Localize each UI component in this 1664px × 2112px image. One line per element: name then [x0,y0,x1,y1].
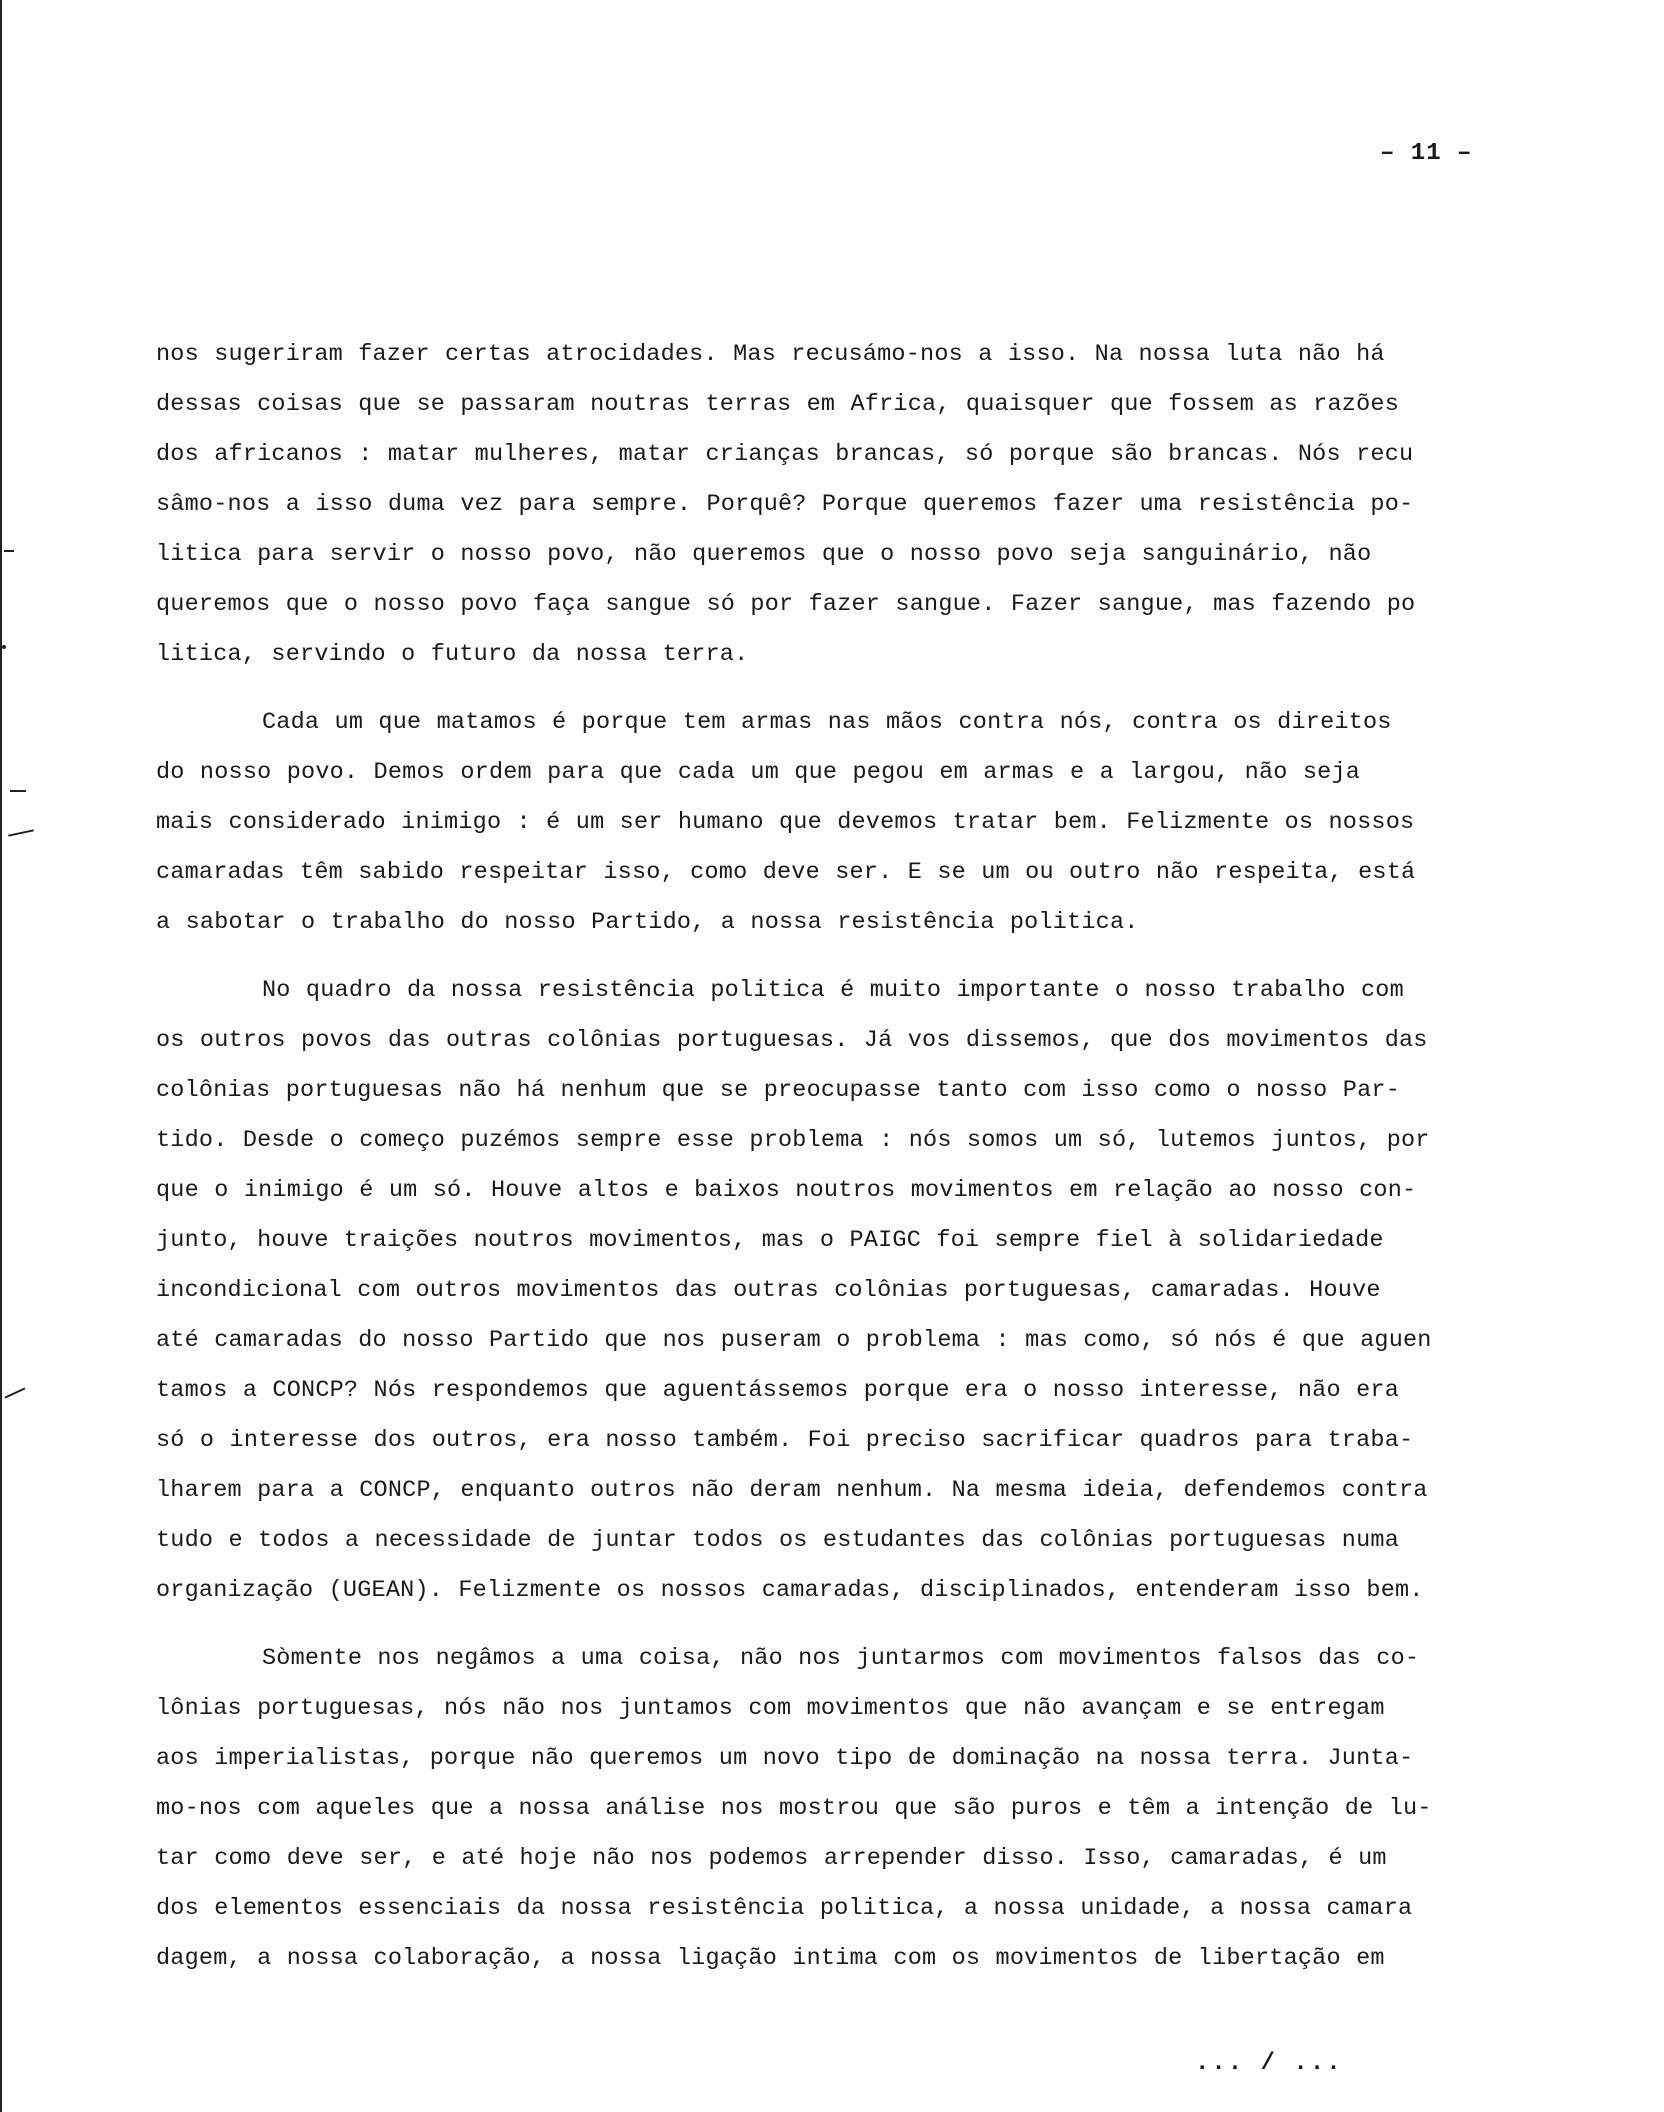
text-line: que o inimigo é um só. Houve altos e baixos noutros movimentos em relação ao nosso con- [156,1177,1417,1204]
text-line: lônias portuguesas, nós não nos juntamos com movimentos que não avançam e se entregam [156,1695,1385,1722]
margin-mark [5,1387,26,1398]
text-line: aos imperialistas, porque não queremos um novo tipo de dominação na nossa terra. Junta- [156,1745,1414,1772]
text-line: incondicional com outros movimentos das outras colônias portuguesas, camaradas. Houve [156,1277,1381,1304]
paragraph [156,698,1526,948]
margin-mark [10,790,26,792]
text-line: Cada um que matamos é porque tem armas nas mãos contra nós, contra os direitos [262,709,1392,736]
margin-mark [2,645,6,649]
text-line: tudo e todos a necessidade de juntar todos os estudantes das colônias portuguesas numa [156,1527,1399,1554]
text-line: Sòmente nos negâmos a uma coisa, não nos juntarmos com movimentos falsos das co- [262,1645,1420,1672]
text-line: tido. Desde o começo puzémos sempre esse problema : nós somos um só, lutemos juntos, por [156,1127,1430,1154]
text-line: tar como deve ser, e até hoje não nos podemos arrepender disso. Isso, camaradas, é um [156,1845,1387,1872]
text-line: camaradas têm sabido respeitar isso, como deve ser. E se um ou outro não respeita, está [156,859,1416,886]
text-line: No quadro da nossa resistência politica é muito importante o nosso trabalho com [262,977,1404,1004]
text-line: dagem, a nossa colaboração, a nossa ligação intima com os movimentos de libertação em [156,1945,1385,1972]
margin-mark [4,550,14,552]
text-line: até camaradas do nosso Partido que nos puseram o problema : mas como, só nós é que aguen [156,1327,1432,1354]
text-line: os outros povos das outras colônias portuguesas. Já vos dissemos, que dos movimentos das [156,1027,1428,1054]
paragraph [156,966,1526,1616]
margin-mark [8,829,34,836]
text-line: litica para servir o nosso povo, não queremos que o nosso povo seja sanguinário, não [156,541,1372,568]
text-line: sâmo-nos a isso duma vez para sempre. Porquê? Porque queremos fazer uma resistência po- [156,491,1414,518]
continuation-marker: ... / ... [1195,2050,1343,2077]
body-text [156,330,1526,2002]
text-line: lharem para a CONCP, enquanto outros não deram nenhum. Na mesma ideia, defendemos contra [156,1477,1428,1504]
page-number: – 11 – [1380,140,1473,167]
text-line: dos africanos : matar mulheres, matar crianças brancas, só porque são brancas. Nós recu [156,441,1414,468]
text-line: do nosso povo. Demos ordem para que cada um que pegou em armas e a largou, não seja [156,759,1361,786]
text-line: dos elementos essenciais da nossa resistência politica, a nossa unidade, a nossa camara [156,1895,1413,1922]
text-line: junto, houve traições noutros movimentos, mas o PAIGC foi sempre fiel à solidariedade [156,1227,1384,1254]
text-line: mo-nos com aqueles que a nossa análise nos mostrou que são puros e têm a intenção de lu- [156,1795,1432,1822]
text-line: mais considerado inimigo : é um ser humano que devemos tratar bem. Felizmente os nossos [156,809,1415,836]
paragraph [156,1634,1526,1984]
text-line: colônias portuguesas não há nenhum que se preocupasse tanto com isso como o nosso Par- [156,1077,1400,1104]
page-edge-line [0,0,2,2112]
text-line: só o interesse dos outros, era nosso também. Foi preciso sacrificar quadros para traba- [156,1427,1414,1454]
text-line: nos sugeriram fazer certas atrocidades. Mas recusámo-nos a isso. Na nossa luta não há [156,341,1385,368]
text-line: organização (UGEAN). Felizmente os nossos camaradas, disciplinados, entenderam isso bem. [156,1577,1424,1604]
text-line: litica, servindo o futuro da nossa terra. [156,641,749,668]
text-line: a sabotar o trabalho do nosso Partido, a nossa resistência politica. [156,909,1139,936]
text-line: queremos que o nosso povo faça sangue só por fazer sangue. Fazer sangue, mas fazendo po [156,591,1416,618]
text-line: tamos a CONCP? Nós respondemos que aguentássemos porque era o nosso interesse, não era [156,1377,1399,1404]
paragraph [156,330,1526,680]
text-line: dessas coisas que se passaram noutras terras em Africa, quaisquer que fossem as razões [156,391,1399,418]
